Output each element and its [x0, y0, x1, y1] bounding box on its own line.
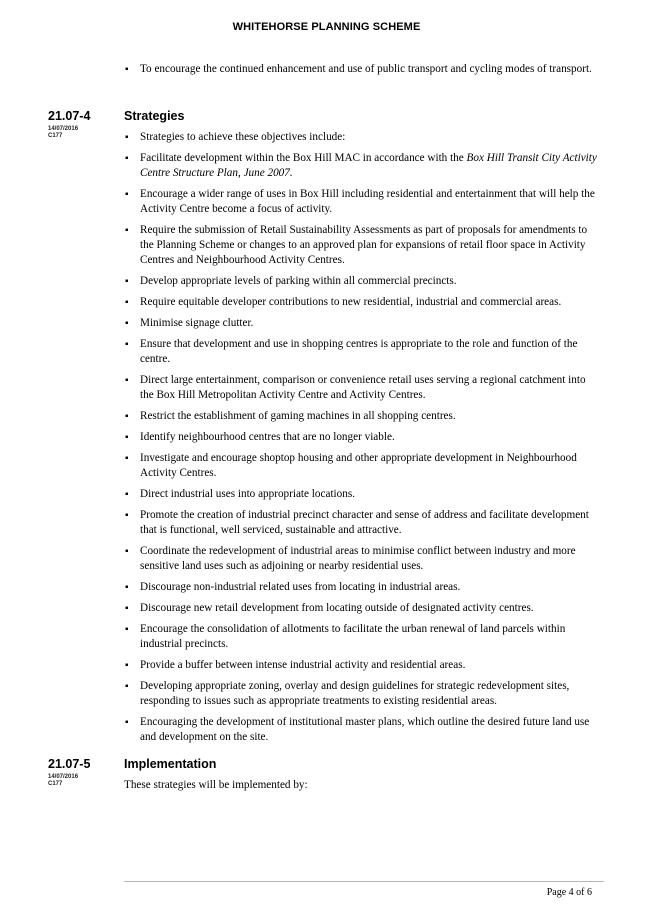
implementation-title: Implementation: [124, 757, 217, 771]
bullet-icon: ▪: [125, 339, 129, 350]
bullet-icon: ▪: [125, 132, 129, 143]
bullet-icon: ▪: [125, 660, 129, 671]
bullet-icon: ▪: [125, 453, 129, 464]
intro-bullet-list: [124, 62, 600, 83]
bullet-icon: ▪: [125, 546, 129, 557]
list-item-text: Promote the creation of industrial precinct character and sense of address and facilitate development that is functional, well serviced, sustainable and attractive.: [140, 509, 589, 536]
list-item-text: Developing appropriate zoning, overlay and design guidelines for strategic redevelopment sites, responding to issues such as appropriate treatments to existing residential areas.: [140, 680, 570, 707]
bullet-icon: ▪: [125, 582, 129, 593]
bullet-icon: ▪: [125, 432, 129, 443]
list-item-text: Direct large entertainment, comparison or convenience retail uses serving a regional catchment into the Box Hill Metropolitan Activity Centre and Activity Centres.: [140, 374, 586, 401]
bullet-icon: ▪: [125, 603, 129, 614]
list-item-text: Discourage new retail development from locating outside of designated activity centres.: [140, 602, 534, 614]
list-item: [124, 715, 600, 745]
bullet-icon: ▪: [125, 411, 129, 422]
bullet-icon: ▪: [125, 297, 129, 308]
implementation-date: 14/07/2016: [48, 774, 79, 780]
strategies-section-meta: [48, 126, 78, 140]
list-item-text: Minimise signage clutter.: [140, 317, 254, 329]
list-item: [124, 223, 600, 268]
implementation-section-number: 21.07-5: [48, 757, 91, 771]
bullet-icon: ▪: [125, 276, 129, 287]
bullet-icon: ▪: [125, 717, 129, 728]
bullet-icon: ▪: [125, 318, 129, 329]
list-item-text: Coordinate the redevelopment of industrial areas to minimise conflict between industry and more sensitive land uses such as adjoining or nearby residential uses.: [140, 545, 576, 572]
list-item-text: Strategies to achieve these objectives include:: [140, 131, 346, 143]
list-item-text: Develop appropriate levels of parking within all commercial precincts.: [140, 275, 457, 287]
page-number: Page 4 of 6: [546, 887, 592, 898]
implementation-text: These strategies will be implemented by:: [124, 779, 308, 791]
strategies-section-number: 21.07-4: [48, 109, 91, 123]
list-item: [124, 658, 600, 673]
list-item-text: Require equitable developer contributions to new residential, industrial and commercial areas.: [140, 296, 562, 308]
list-item: [124, 295, 600, 310]
list-item-text: Facilitate development within the Box Hill MAC in accordance with the: [140, 152, 467, 164]
list-item: [124, 451, 600, 481]
list-item: [124, 274, 600, 289]
list-item: [124, 130, 600, 145]
list-item: [124, 580, 600, 595]
list-item: [124, 373, 600, 403]
strategies-bullet-list: [124, 130, 600, 751]
list-item: [124, 151, 600, 181]
bullet-icon: ▪: [125, 64, 129, 75]
list-item: [124, 508, 600, 538]
bullet-icon: ▪: [125, 153, 129, 164]
list-item-text: Encouraging the development of institutional master plans, which outline the desired future land use and development on the site.: [140, 716, 590, 743]
bullet-icon: ▪: [125, 375, 129, 386]
list-item-text: Investigate and encourage shoptop housing and other appropriate development in Neighbourhood Activity Centres.: [140, 452, 577, 479]
bullet-icon: ▪: [125, 225, 129, 236]
strategies-amendment: C177: [48, 133, 63, 139]
list-item-text: Direct industrial uses into appropriate locations.: [140, 488, 355, 500]
document-title-reference: Box Hill Transit City Activity Centre Structure Plan, June 2007.: [140, 152, 597, 179]
bullet-icon: ▪: [125, 624, 129, 635]
list-item-text: Restrict the establishment of gaming machines in all shopping centres.: [140, 410, 456, 422]
implementation-section-meta: [48, 774, 78, 788]
implementation-amendment: C177: [48, 781, 63, 787]
list-item-text: Provide a buffer between intense industrial activity and residential areas.: [140, 659, 466, 671]
bullet-icon: ▪: [125, 189, 129, 200]
list-item: [124, 544, 600, 574]
list-item: [124, 622, 600, 652]
list-item: [124, 487, 600, 502]
bullet-icon: ▪: [125, 681, 129, 692]
list-item-text: Discourage non-industrial related uses from locating in industrial areas.: [140, 581, 461, 593]
bullet-icon: ▪: [125, 510, 129, 521]
list-item-text: Ensure that development and use in shopping centres is appropriate to the role and function of the centre.: [140, 338, 578, 365]
footer-divider: [124, 881, 604, 882]
list-item: [124, 337, 600, 367]
list-item-text: Encourage the consolidation of allotments to facilitate the urban renewal of land parcels within industrial precincts.: [140, 623, 566, 650]
list-item: [124, 316, 600, 331]
list-item-text: Encourage a wider range of uses in Box Hill including residential and entertainment that will help the Activity Centre become a focus of activity.: [140, 188, 595, 215]
list-item: [124, 409, 600, 424]
bullet-icon: ▪: [125, 489, 129, 500]
list-item: [124, 62, 600, 77]
list-item: [124, 601, 600, 616]
strategies-date: 14/07/2016: [48, 126, 79, 132]
list-item-text: Identify neighbourhood centres that are no longer viable.: [140, 431, 395, 443]
list-item-text: Require the submission of Retail Sustainability Assessments as part of proposals for amendments to the Planning Scheme or changes to an approved plan for expansions of retail floor space in Activity Centres and Neighbourhood Activity Centres.: [140, 224, 588, 266]
list-item-text: To encourage the continued enhancement and use of public transport and cycling modes of transport.: [140, 63, 592, 75]
page-header: WHITEHORSE PLANNING SCHEME: [232, 21, 421, 33]
list-item: [124, 430, 600, 445]
strategies-title: Strategies: [124, 109, 185, 123]
list-item: [124, 187, 600, 217]
list-item: [124, 679, 600, 709]
